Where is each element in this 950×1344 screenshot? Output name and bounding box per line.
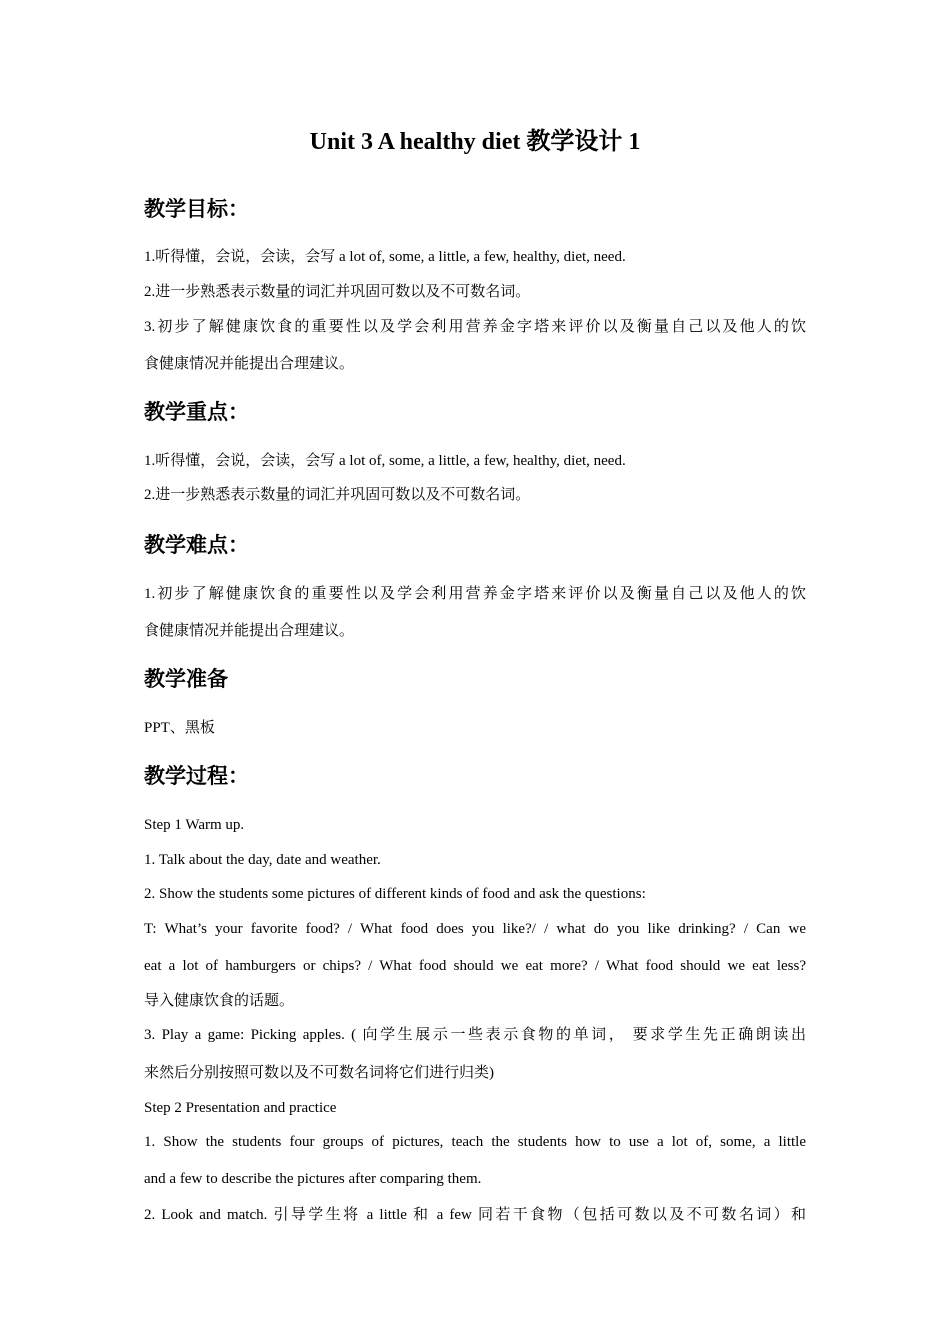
page-title: Unit 3 A healthy diet 教学设计 1 <box>309 129 641 155</box>
key-points-line: 2.进一步熟悉表示数量的词汇并巩固可数以及不可数名词。 <box>144 487 531 503</box>
process-line: Step 1 Warm up. <box>144 817 245 833</box>
preparation-heading: 教学准备 <box>144 667 228 691</box>
objectives-line: 2.进一步熟悉表示数量的词汇并巩固可数以及不可数名词。 <box>144 284 531 300</box>
key-points-line: 1.听得懂，会说，会读，会写 a lot of, some, a little, a few, healthy, diet, need. <box>144 453 626 469</box>
process-line: 1. Show the students four groups of pictures, teach the students how to use a lot of, some, a little <box>144 1134 806 1150</box>
process-line: 1. Talk about the day, date and weather. <box>144 852 381 868</box>
process-line: 2. Show the students some pictures of different kinds of food and ask the questions: <box>144 886 646 902</box>
objectives-line: 食健康情况并能提出合理建议。 <box>144 356 355 372</box>
objectives-line: 3.初步了解健康饮食的重要性以及学会利用营养金字塔来评价以及衡量自己以及他人的饮 <box>144 319 806 335</box>
objectives-line: 1.听得懂，会说，会读，会写 a lot of, some, a little, a few, healthy, diet, need. <box>144 249 626 265</box>
process-heading: 教学过程： <box>144 764 249 788</box>
process-line: eat a lot of hamburgers or chips? / What food should we eat more? / What food should we eat less? <box>144 958 806 974</box>
preparation-line: PPT、黑板 <box>144 720 215 736</box>
objectives-heading: 教学目标： <box>144 197 249 221</box>
process-line: 导入健康饮食的话题。 <box>144 993 295 1009</box>
key-points-heading: 教学重点： <box>144 400 249 424</box>
process-line: 来然后分别按照可数以及不可数名词将它们进行归类) <box>144 1065 494 1081</box>
process-line: 2. Look and match. 引导学生将 a little 和 a few 同若干食物（包括可数以及不可数名词）和 <box>144 1207 806 1223</box>
process-line: and a few to describe the pictures after comparing them. <box>144 1171 482 1187</box>
process-line: 3. Play a game: Picking apples. ( 向学生展示一些表示食物的单词， 要求学生先正确朗读出 <box>144 1027 806 1043</box>
process-line: Step 2 Presentation and practice <box>144 1100 337 1116</box>
difficulties-line: 食健康情况并能提出合理建议。 <box>144 623 355 639</box>
difficulties-heading: 教学难点： <box>144 533 249 557</box>
difficulties-line: 1.初步了解健康饮食的重要性以及学会利用营养金字塔来评价以及衡量自己以及他人的饮 <box>144 586 806 602</box>
process-line: T: What’s your favorite food? / What food does you like?/ / what do you like drinking? / Can we <box>144 921 806 937</box>
